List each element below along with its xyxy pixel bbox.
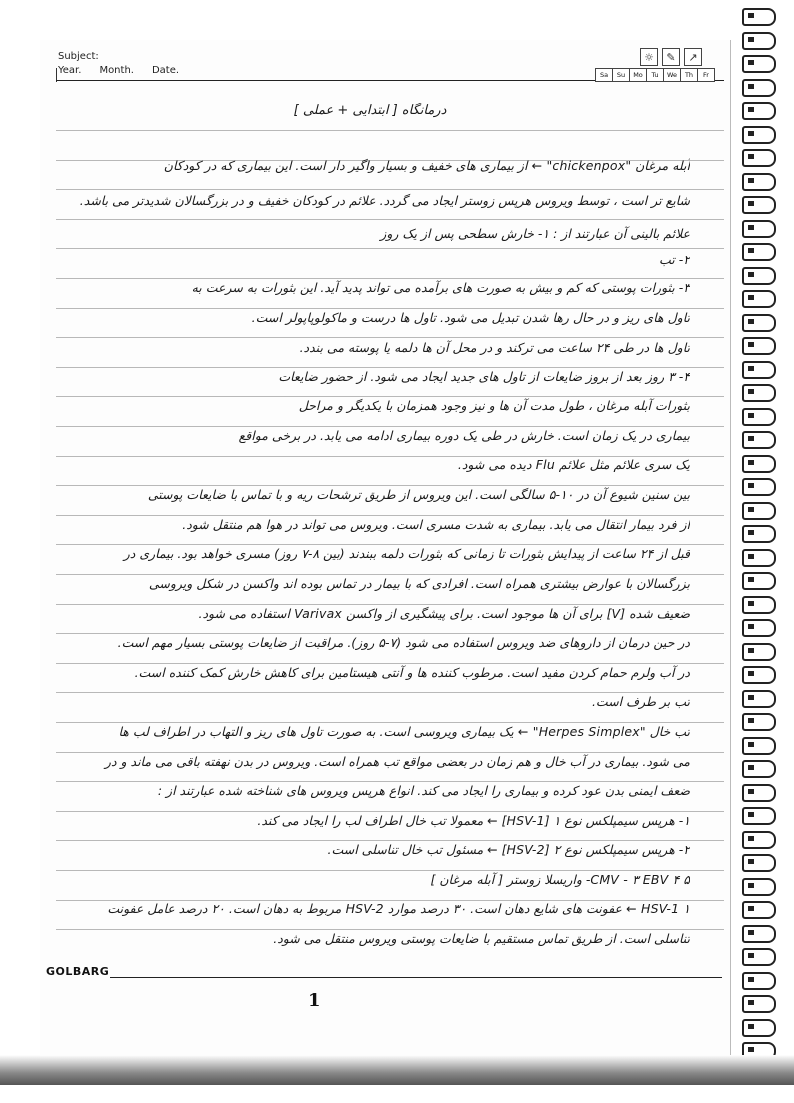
ruled-line xyxy=(56,337,724,338)
spiral-coil xyxy=(742,361,776,379)
ruled-line xyxy=(56,485,724,486)
ruled-line xyxy=(56,574,724,575)
header-icons xyxy=(640,48,702,66)
handwritten-line: علائم بالینی آن عبارتند از : ۱- خارش سطحی پس از یک روز xyxy=(380,226,690,241)
spiral-coil xyxy=(742,149,776,167)
spiral-coil xyxy=(742,854,776,872)
spiral-coil xyxy=(742,690,776,708)
notebook-brand: GOLBARG xyxy=(46,965,110,978)
notebook-page xyxy=(40,40,731,1085)
spiral-coil xyxy=(742,243,776,261)
handwritten-line: تاول های ریز و در حال رها شدن تبدیل می شود. تاول ها درست و ماکولوپاپولر است. xyxy=(251,310,690,325)
spiral-coil xyxy=(742,196,776,214)
handwritten-line: بین سنین شیوع آن در ۱۰-۵ سالگی است. این ویروس از طریق ترشحات ریه و با تماس با ضایعات پوستی xyxy=(147,487,690,502)
ruled-line xyxy=(56,840,724,841)
handwritten-line: CMV - ۳ EBV ۴ ۵- واریسلا زوستر [ آبله مرغان ] xyxy=(430,872,690,887)
handwritten-line: ضعف ایمنی بدن عود کرده و بیماری را ایجاد می کند. انواع هرپس ویروس های شناخته شده عبارتند از : xyxy=(157,783,690,798)
handwritten-line: بزرگسالان با عوارض بیشتری همراه است. افرادی که با بیمار در تماس بوده اند واکسن در شکل ویروسی xyxy=(148,576,690,591)
spiral-coil xyxy=(742,79,776,97)
spiral-coil xyxy=(742,525,776,543)
handwritten-line: ۱ HSV-1 ← عفونت های شایع دهان است. ۳۰ درصد موارد HSV-2 مربوط به دهان است. ۲۰ درصد عامل عفونت xyxy=(107,901,690,916)
scan-edge-shadow xyxy=(0,1055,794,1085)
handwritten-line: قبل از ۲۴ ساعت از پیدایش بثورات تا زمانی که بثورات دلمه ببندند (بین ۸-۷ روز) مسری خواهد بود. بیماری در xyxy=(123,546,690,561)
ruled-line xyxy=(56,130,724,131)
spiral-coil xyxy=(742,337,776,355)
ruled-line xyxy=(56,396,724,397)
spiral-coil xyxy=(742,102,776,120)
subject-label: Subject: xyxy=(58,51,99,62)
handwritten-line: بیماری در یک زمان است. خارش در طی یک دوره بیماری ادامه می یابد. در برخی مواقع xyxy=(238,428,690,443)
weekday-box: Mo xyxy=(629,68,647,82)
handwritten-line: ۴- ۳ روز بعد از بروز ضایعات از تاول های جدید ایجاد می شود. از حضور ضایعات xyxy=(278,369,690,384)
date-label: Date. xyxy=(151,65,180,76)
spiral-coil xyxy=(742,972,776,990)
ruled-line xyxy=(56,426,724,427)
handwritten-line: ۲- تب xyxy=(659,252,690,267)
page-header-fields xyxy=(58,50,179,78)
weekday-box: Su xyxy=(612,68,630,82)
handwritten-line: می شود. بیماری در آب خال و هم زمان در بعضی مواقع تب همراه است. ویروس در بدن نهفته باقی می ماند و در xyxy=(104,754,690,769)
spiral-coil xyxy=(742,1019,776,1037)
ruled-line xyxy=(56,248,724,249)
month-label: Month. xyxy=(99,65,134,76)
spiral-coil xyxy=(742,737,776,755)
handwritten-line: تب بر طرف است. xyxy=(591,694,690,709)
ruled-line xyxy=(56,544,724,545)
ruled-line xyxy=(56,692,724,693)
ruled-line xyxy=(56,870,724,871)
spiral-coil xyxy=(742,572,776,590)
handwritten-line: شایع تر است ، توسط ویروس هرپس زوستر ایجاد می گردد. علائم در کودکان خفیف و در بزرگسالان شدیدتر می باشد. xyxy=(79,193,690,208)
spiral-coil xyxy=(742,220,776,238)
spiral-coil xyxy=(742,408,776,426)
sun-icon: ☼ xyxy=(640,48,658,66)
ruled-line xyxy=(56,604,724,605)
page-title: درمانگاه [ ابتدایی + عملی ] xyxy=(293,103,447,118)
ruled-line xyxy=(56,633,724,634)
footer-rule xyxy=(110,977,722,978)
spiral-coil xyxy=(742,995,776,1013)
spiral-coil xyxy=(742,713,776,731)
spiral-coil xyxy=(742,948,776,966)
spiral-coil xyxy=(742,126,776,144)
handwritten-line: تاول ها در طی ۲۴ ساعت می ترکند و در محل آن ها دلمه یا پوسته می بندد. xyxy=(299,340,690,355)
handwritten-line: از فرد بیمار انتقال می یابد. بیماری به شدت مسری است. ویروس می تواند در هوا هم منتقل شود. xyxy=(182,517,690,532)
spiral-coil xyxy=(742,502,776,520)
ruled-line xyxy=(56,189,724,190)
handwritten-line: ۱- هرپس سیمپلکس نوع ۱ [HSV-1] ← معمولا تب خال اطراف لب را ایجاد می کند. xyxy=(257,813,690,828)
ruled-line xyxy=(56,367,724,368)
weekday-box: We xyxy=(663,68,681,82)
spiral-coil xyxy=(742,925,776,943)
spiral-coil xyxy=(742,619,776,637)
spiral-coil xyxy=(742,807,776,825)
spiral-coil xyxy=(742,784,776,802)
ruled-line xyxy=(56,781,724,782)
weekday-box: Tu xyxy=(646,68,664,82)
spiral-coil xyxy=(742,290,776,308)
ruled-line xyxy=(56,515,724,516)
spiral-coil xyxy=(742,478,776,496)
handwritten-line: ضعیف شده [V] برای آن ها موجود است. برای پیشگیری از واکسن Varivax استفاده می شود. xyxy=(198,606,690,621)
weekday-box: Fr xyxy=(697,68,715,82)
spiral-coil xyxy=(742,173,776,191)
ruled-line xyxy=(56,722,724,723)
spiral-coil xyxy=(742,760,776,778)
ruled-line xyxy=(56,929,724,930)
year-label: Year. xyxy=(58,65,82,76)
note-icon: ↗ xyxy=(684,48,702,66)
spiral-coil xyxy=(742,55,776,73)
spiral-coil xyxy=(742,267,776,285)
ruled-line xyxy=(56,308,724,309)
spiral-binding xyxy=(736,0,794,1103)
ruled-line xyxy=(56,219,724,220)
spiral-coil xyxy=(742,384,776,402)
spiral-coil xyxy=(742,878,776,896)
ruled-line xyxy=(56,278,724,279)
spiral-coil xyxy=(742,314,776,332)
handwritten-line: تب خال "Herpes Simplex" ← یک بیماری ویروسی است. به صورت تاول های ریز و التهاب در اطراف لب ها xyxy=(118,724,690,739)
spiral-coil xyxy=(742,596,776,614)
handwritten-line: در حین درمان از داروهای ضد ویروس استفاده می شود (۷-۵ روز). مراقبت از ضایعات پوستی بسیار مهم است. xyxy=(117,635,690,650)
weekday-box: Th xyxy=(680,68,698,82)
weekday-boxes xyxy=(596,68,715,82)
spiral-coil xyxy=(742,549,776,567)
spiral-coil xyxy=(742,8,776,26)
handwritten-line: آبله مرغان "chickenpox" ← از بیماری های خفیف و بسیار واگیر دار است. این بیماری که در کودکان xyxy=(163,158,690,173)
handwritten-line: ۳- بثورات پوستی که کم و بیش به صورت های برآمده می تواند پدید آید. این بثورات به سرعت به xyxy=(191,280,690,295)
page-number: 1 xyxy=(308,990,321,1011)
spiral-coil xyxy=(742,643,776,661)
spiral-coil xyxy=(742,666,776,684)
spiral-coil xyxy=(742,455,776,473)
spiral-coil xyxy=(742,32,776,50)
spiral-coil xyxy=(742,831,776,849)
handwritten-line: بثورات آبله مرغان ، طول مدت آن ها و نیز وجود همزمان با یکدیگر و مراحل xyxy=(298,398,690,413)
handwritten-line: تناسلی است. از طریق تماس مستقیم با ضایعات پوستی ویروس منتقل می شود. xyxy=(273,931,690,946)
handwritten-line: ۲- هرپس سیمپلکس نوع ۲ [HSV-2] ← مسئول تب خال تناسلی است. xyxy=(327,842,690,857)
handwritten-line: یک سری علائم مثل علائم Flu دیده می شود. xyxy=(457,457,690,472)
ruled-line xyxy=(56,752,724,753)
ruled-line xyxy=(56,663,724,664)
spiral-coil xyxy=(742,901,776,919)
pen-icon: ✎ xyxy=(662,48,680,66)
handwritten-line: در آب ولرم حمام کردن مفید است. مرطوب کننده ها و آنتی هیستامین برای کاهش خارش کمک کننده است. xyxy=(134,665,690,680)
spiral-coil xyxy=(742,431,776,449)
ruled-line xyxy=(56,811,724,812)
weekday-box: Sa xyxy=(595,68,613,82)
